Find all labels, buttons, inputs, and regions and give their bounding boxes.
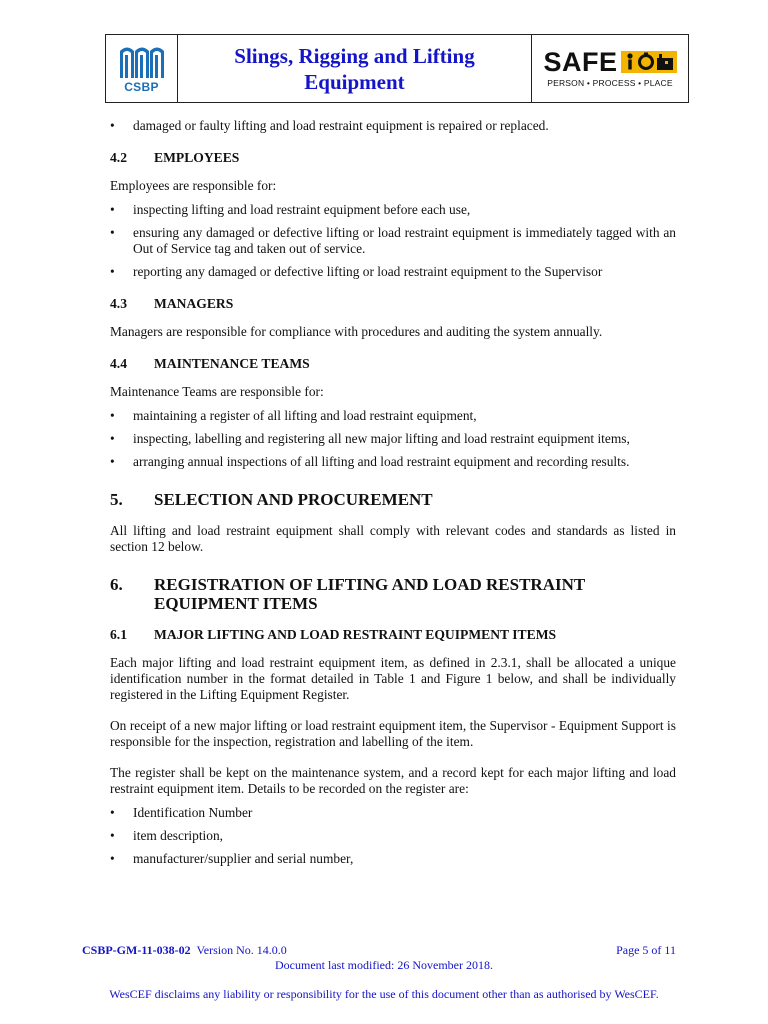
list-item: • inspecting, labelling and registering all new major lifting and load restraint equipment items, — [110, 431, 676, 447]
page-number: Page 5 of 11 — [616, 943, 676, 957]
section-heading — [110, 296, 676, 312]
section-title: SELECTION AND PROCUREMENT — [154, 490, 433, 509]
paragraph: Each major lifting and load restraint equipment item, as defined in 2.3.1, shall be allocated a unique identification number in the format detailed in Table 1 and Figure 1 below, and shall be individually registered in the Lifting Equipment Register. — [110, 655, 676, 702]
csbp-logo — [106, 35, 178, 102]
section-number: 4.2 — [110, 150, 127, 165]
section-number: 5. — [110, 490, 123, 509]
section-number: 4.3 — [110, 296, 127, 311]
list-item: • damaged or faulty lifting and load restraint equipment is repaired or replaced. — [110, 118, 676, 134]
paragraph: Maintenance Teams are responsible for: — [110, 384, 324, 399]
section-title-line-2: EQUIPMENT ITEMS — [154, 594, 318, 613]
list-item: • manufacturer/supplier and serial number, — [110, 851, 676, 867]
document-title — [178, 35, 532, 102]
section-heading — [110, 150, 676, 166]
safe-word: SAFE — [543, 47, 618, 77]
paragraph: The register shall be kept on the maintenance system, and a record kept for each major lifting and load restraint equipment item. Details to be recorded on the register are: — [110, 765, 676, 796]
paragraph: Managers are responsible for compliance with procedures and auditing the system annually. — [110, 324, 603, 339]
safe-logo — [532, 35, 688, 102]
section-heading — [110, 575, 676, 613]
section-title: MAJOR LIFTING AND LOAD RESTRAINT EQUIPMENT ITEMS — [154, 627, 557, 642]
section-heading — [110, 627, 676, 643]
list-item: • arranging annual inspections of all lifting and load restraint equipment and recording results. — [110, 454, 676, 470]
list-item: • inspecting lifting and load restraint equipment before each use, — [110, 202, 676, 218]
section-title-line-1: REGISTRATION OF LIFTING AND LOAD RESTRAINT — [154, 575, 586, 594]
list-item: • maintaining a register of all lifting and load restraint equipment, — [110, 408, 676, 424]
list-item: • reporting any damaged or defective lifting or load restraint equipment to the Supervisor — [110, 264, 676, 280]
section-title: EMPLOYEES — [154, 150, 240, 165]
document-body — [110, 118, 676, 874]
paragraph: On receipt of a new major lifting or load restraint equipment item, the Supervisor - Equipment Support is responsible for the inspection, registration and labelling of the item. — [110, 718, 676, 749]
section-title — [154, 575, 585, 613]
last-modified: Document last modified: 26 November 2018. — [275, 958, 493, 972]
title-line-2: Equipment — [304, 69, 405, 94]
section-heading — [110, 356, 676, 372]
document-id: CSBP-GM-11-038-02 — [82, 943, 191, 957]
list-item: • Identification Number — [110, 805, 676, 821]
document-header — [105, 34, 689, 103]
csbp-logo-icon — [117, 43, 167, 79]
paragraph: Employees are responsible for: — [110, 178, 277, 193]
version-number: Version No. 14.0.0 — [196, 943, 287, 957]
disclaimer: WesCEF disclaims any liability or responsibility for the use of this document other than as authorised by WesCEF. — [109, 987, 659, 1001]
section-heading — [110, 490, 676, 509]
section-number: 6.1 — [110, 627, 127, 642]
paragraph: All lifting and load restraint equipment shall comply with relevant codes and standards as listed in section 12 below. — [110, 523, 676, 554]
list-item: • item description, — [110, 828, 676, 844]
section-title: MANAGERS — [154, 296, 234, 311]
logo-text: CSBP — [124, 80, 159, 94]
safe-tagline: PERSON • PROCESS • PLACE — [547, 78, 673, 88]
section-title: MAINTENANCE TEAMS — [154, 356, 310, 371]
list-item: • ensuring any damaged or defective lifting or load restraint equipment is immediately tagged with an Out of Service tag and taken out of service. — [110, 225, 676, 257]
section-number: 6. — [110, 575, 123, 594]
person-process-place-icons — [621, 51, 677, 73]
title-line-1: Slings, Rigging and Lifting — [234, 43, 475, 68]
section-number: 4.4 — [110, 356, 127, 371]
